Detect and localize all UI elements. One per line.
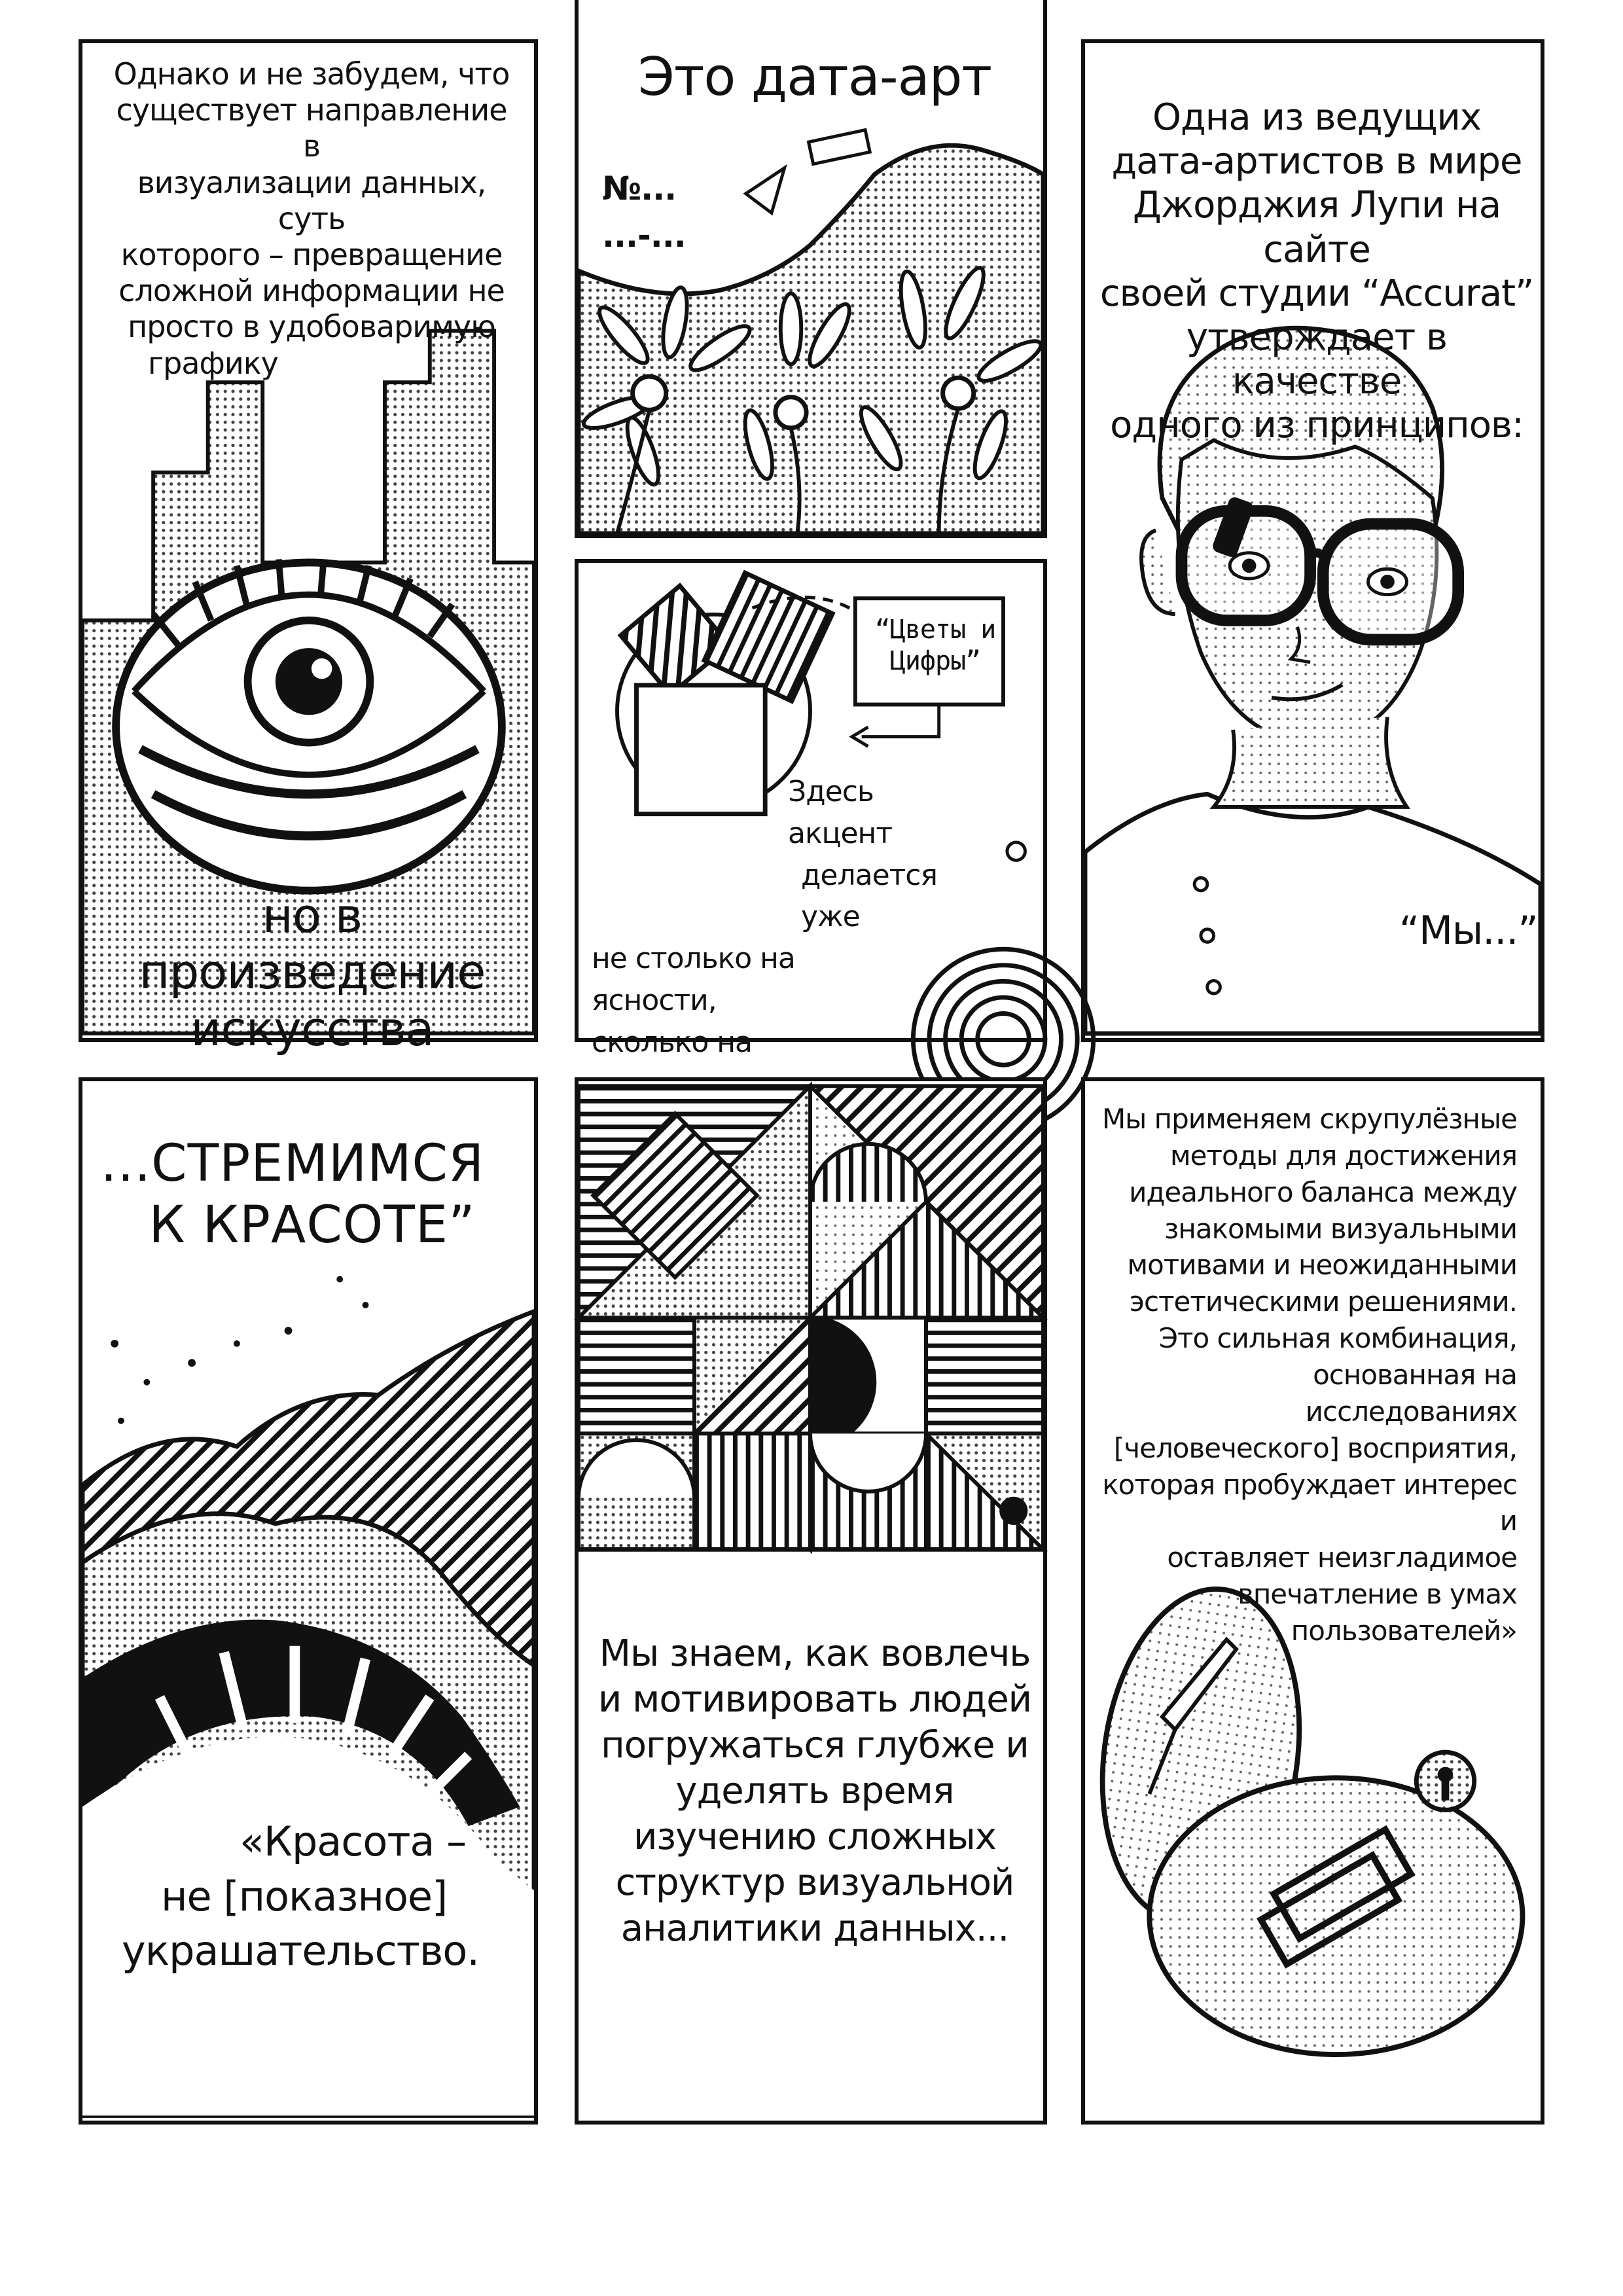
eye-icon <box>116 560 502 891</box>
text-line: которая пробуждает интерес и <box>1102 1468 1517 1537</box>
panel1-intro-text <box>109 56 514 382</box>
panel-geometric <box>575 1077 1047 2125</box>
text-line: одного из принципов: <box>1110 404 1524 447</box>
number-mark: №... <box>602 170 677 207</box>
speech-text: “Мы...” <box>1399 908 1538 954</box>
text-line: искусства <box>190 1001 434 1056</box>
panel-giorgia-lupi <box>1081 39 1544 1042</box>
panel2-title: Это дата-арт <box>637 46 992 107</box>
text-line: существует направление в <box>116 92 507 164</box>
text-line: украшательство. <box>122 1927 480 1975</box>
text-line: но в произведение <box>139 888 486 1000</box>
number-mark: ...-... <box>602 217 686 255</box>
text-line: визуализации данных, суть <box>137 164 486 236</box>
text-line: делается уже <box>801 858 937 934</box>
text-line: Одна из ведущих <box>1152 96 1482 139</box>
text-line: просто в удобоваримую <box>128 309 495 345</box>
text-line: аналитики данных... <box>620 1907 1009 1950</box>
text-line: [человеческого] восприятия, <box>1113 1431 1517 1464</box>
panel3-caption <box>1098 96 1535 448</box>
panel-data-art <box>575 0 1047 538</box>
panel6-text <box>592 1631 1038 1952</box>
text-line: эстетическими решениями. <box>1129 1285 1517 1318</box>
text-line: дата-артистов в мире <box>1111 140 1522 183</box>
text-line: изучению сложных <box>633 1816 997 1858</box>
text-line: «Красота – <box>240 1818 467 1865</box>
text-line: сколько на <box>592 1025 752 1059</box>
text-line: идеального баланса между <box>1129 1175 1517 1208</box>
text-line: Цифры” <box>889 646 981 676</box>
text-line: не столько на ясности, <box>592 942 795 1017</box>
text-line: Это сильная комбинация, <box>1158 1322 1517 1355</box>
text-line: и мотивировать людей <box>597 1678 1032 1721</box>
panel-eye <box>79 39 538 1056</box>
text-line: уделять время <box>675 1770 954 1812</box>
panel-accurat-method <box>1081 1077 1544 2125</box>
text-line: ...СТРЕМИМСЯ <box>100 1134 485 1193</box>
text-line: пользователей» <box>1291 1615 1517 1647</box>
text-line: К КРАСОТЕ” <box>149 1195 476 1255</box>
button-pin-icon <box>1416 1752 1474 1810</box>
text-line: впечатление в умах <box>1238 1578 1517 1611</box>
panel7-text <box>1098 1101 1517 1649</box>
text-line: методы для достижения <box>1169 1139 1517 1172</box>
text-line: оставляет неизгладимое <box>1167 1541 1517 1574</box>
panel1-outro-text <box>96 888 529 1057</box>
text-line: “Цветы и <box>874 615 996 645</box>
text-line: Джорджия Лупи на сайте <box>1132 184 1501 271</box>
panel-beauty <box>79 1077 538 2125</box>
text-line: погружаться глубже и <box>601 1724 1029 1767</box>
geometric-pattern <box>579 1081 1043 2121</box>
text-line: не [показное] <box>161 1872 448 1920</box>
text-line: знакомыми визуальными <box>1164 1212 1517 1245</box>
text-line: основанная на исследованиях <box>1305 1359 1517 1427</box>
text-line: Здесь акцент <box>788 775 892 850</box>
flowers-numbers-label <box>866 614 1004 677</box>
text-line: Мы знаем, как вовлечь <box>599 1632 1031 1675</box>
text-line: графику <box>148 345 278 381</box>
panel5-title <box>96 1134 529 1256</box>
text-line: своей студии “Accurat” <box>1099 272 1534 315</box>
text-line: мотивами и неожиданными <box>1127 1249 1517 1282</box>
text-line: которого – превращение <box>120 236 503 272</box>
beauty-quote <box>122 1814 527 1979</box>
text-line: структур визуальной <box>615 1861 1014 1904</box>
text-line: утверждает в качестве <box>1186 315 1448 403</box>
text-line: Однако и не забудем, что <box>113 56 510 92</box>
panel-flowers-and-numbers <box>575 559 1047 1059</box>
text-line: сложной информации не <box>118 273 505 309</box>
text-line: Мы применяем скрупулёзные <box>1101 1103 1517 1135</box>
